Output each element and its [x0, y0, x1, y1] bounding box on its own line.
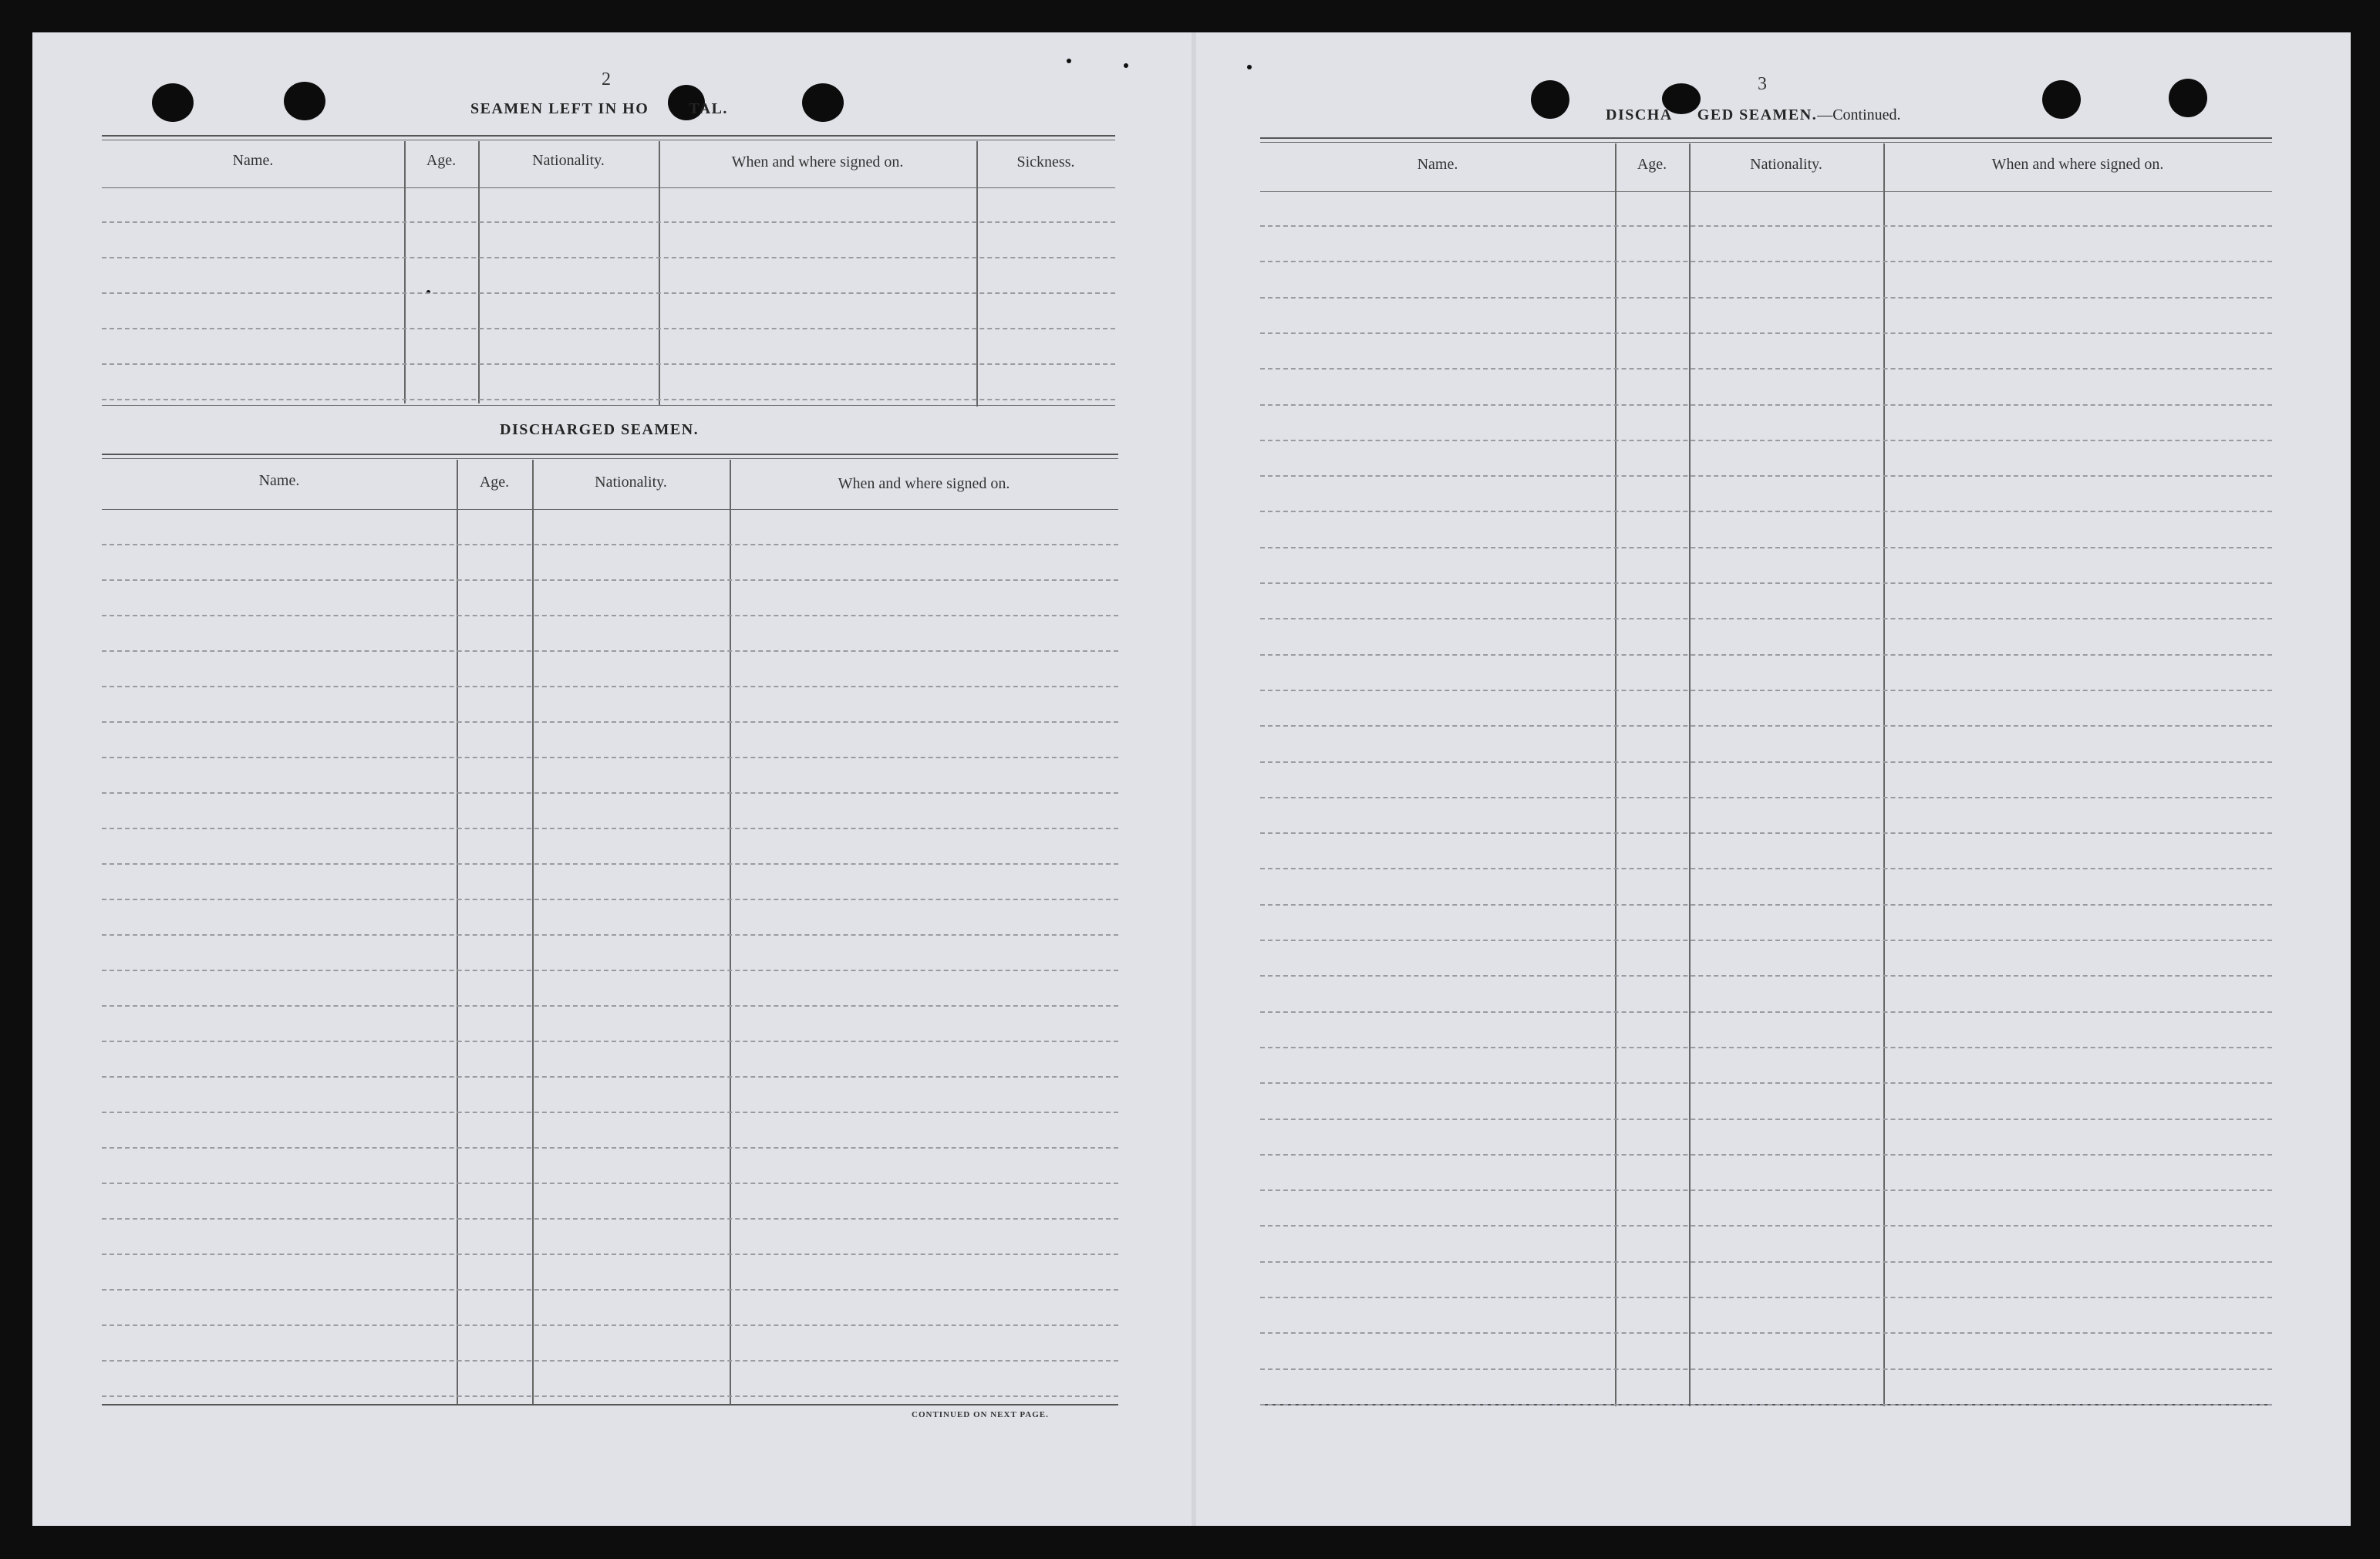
ruled-row	[1260, 1119, 2272, 1120]
col-header-name: Name.	[258, 472, 300, 489]
title-suffix: —Continued.	[1817, 106, 1901, 123]
hospital-section-title	[470, 100, 728, 118]
col-header-name: Name.	[1417, 156, 1458, 173]
hospital-table	[102, 135, 1115, 409]
ink-speck	[1247, 65, 1252, 69]
title-end: GED SEAMEN.	[1697, 106, 1818, 123]
ruled-row	[1260, 1225, 2272, 1227]
ruled-row	[1260, 440, 2272, 441]
punch-hole	[1531, 80, 1569, 119]
col-header-nationality: Nationality.	[532, 152, 605, 169]
ink-speck	[1124, 63, 1128, 68]
ruled-row	[1260, 868, 2272, 869]
ruled-row	[102, 970, 1118, 971]
ruled-row	[102, 1324, 1118, 1326]
ruled-row	[102, 1147, 1118, 1149]
ruled-row	[1260, 904, 2272, 906]
ruled-row	[102, 579, 1118, 581]
ruled-row	[1260, 1261, 2272, 1263]
col-header-signed-on: When and where signed on.	[1991, 156, 2164, 173]
ruled-row	[102, 1289, 1118, 1291]
ruled-row	[102, 399, 1115, 400]
ruled-row	[102, 792, 1118, 794]
ruled-row	[1260, 475, 2272, 477]
col-header-signed-on: When and where signed on.	[838, 475, 1010, 492]
punch-hole	[2042, 80, 2081, 119]
ruled-row	[1260, 1189, 2272, 1191]
ruled-row	[1260, 404, 2272, 406]
continued-footer: CONTINUED ON NEXT PAGE.	[912, 1410, 1049, 1419]
ink-speck	[1067, 59, 1071, 63]
ruled-row	[102, 650, 1118, 652]
ruled-row	[102, 1360, 1118, 1362]
ruled-row	[1260, 297, 2272, 299]
ruled-row	[102, 328, 1115, 329]
discharged-table-left	[102, 454, 1118, 1404]
ruled-row	[102, 899, 1118, 900]
ruled-row	[1260, 725, 2272, 727]
col-header-age: Age.	[426, 152, 457, 169]
ruled-row	[102, 863, 1118, 865]
ruled-row	[1260, 832, 2272, 834]
ruled-row	[1260, 1011, 2272, 1013]
col-header-nationality: Nationality.	[595, 474, 667, 491]
ruled-row	[1260, 1082, 2272, 1084]
ruled-row	[1260, 368, 2272, 370]
page-fold	[1192, 32, 1196, 1526]
col-header-age: Age.	[1637, 156, 1667, 173]
page-number-right: 3	[1758, 74, 1767, 94]
punch-hole	[2169, 79, 2207, 117]
ruled-row	[1260, 797, 2272, 798]
ruled-row	[102, 363, 1115, 365]
punch-hole	[284, 82, 325, 120]
ruled-row	[102, 1218, 1118, 1220]
ruled-row	[102, 1112, 1118, 1113]
ruled-row	[102, 221, 1115, 223]
ruled-row	[102, 721, 1118, 723]
title-start: DISCHA	[1606, 106, 1673, 123]
ruled-row	[102, 686, 1118, 687]
col-header-name: Name.	[232, 152, 274, 169]
punch-hole	[802, 83, 844, 122]
discharged-table-right	[1260, 137, 2272, 1406]
ruled-row	[1260, 1404, 2272, 1405]
ruled-row	[1260, 1297, 2272, 1298]
ruled-row	[1260, 225, 2272, 227]
ruled-row	[102, 828, 1118, 829]
ruled-row	[1260, 761, 2272, 763]
ruled-row	[1260, 332, 2272, 334]
ruled-row	[102, 257, 1115, 258]
ruled-row	[102, 1076, 1118, 1078]
ruled-row	[102, 1005, 1118, 1007]
ruled-row	[102, 292, 1115, 294]
ruled-row	[1260, 975, 2272, 977]
ruled-row	[102, 1183, 1118, 1184]
punch-hole	[152, 83, 194, 122]
ruled-row	[102, 757, 1118, 758]
hospital-title-end: TAL.	[689, 100, 728, 117]
ruled-row	[1260, 582, 2272, 584]
ruled-row	[102, 934, 1118, 936]
ruled-row	[1260, 1368, 2272, 1370]
ruled-row	[1260, 1154, 2272, 1156]
discharged-section-title: DISCHARGED SEAMEN.	[500, 421, 700, 438]
ruled-row	[1260, 547, 2272, 548]
ruled-row	[1260, 1047, 2272, 1048]
ruled-row	[1260, 654, 2272, 656]
ruled-row	[102, 544, 1118, 545]
page-number-left: 2	[602, 69, 611, 89]
col-header-signed-on: When and where signed on.	[731, 154, 904, 170]
ruled-row	[1260, 690, 2272, 691]
col-header-sickness: Sickness.	[1016, 154, 1075, 170]
ruled-row	[1260, 511, 2272, 512]
hospital-title-start: SEAMEN LEFT IN HO	[470, 100, 649, 117]
ruled-row	[102, 615, 1118, 616]
ruled-row	[102, 1254, 1118, 1255]
ruled-row	[102, 1041, 1118, 1042]
discharged-continued-title	[1606, 106, 1901, 124]
ruled-row	[1260, 1332, 2272, 1334]
col-header-nationality: Nationality.	[1750, 156, 1822, 173]
ruled-row	[1260, 618, 2272, 619]
col-header-age: Age.	[479, 474, 510, 491]
ruled-row	[1260, 261, 2272, 262]
ruled-row	[1260, 940, 2272, 941]
ruled-row	[102, 1395, 1118, 1397]
